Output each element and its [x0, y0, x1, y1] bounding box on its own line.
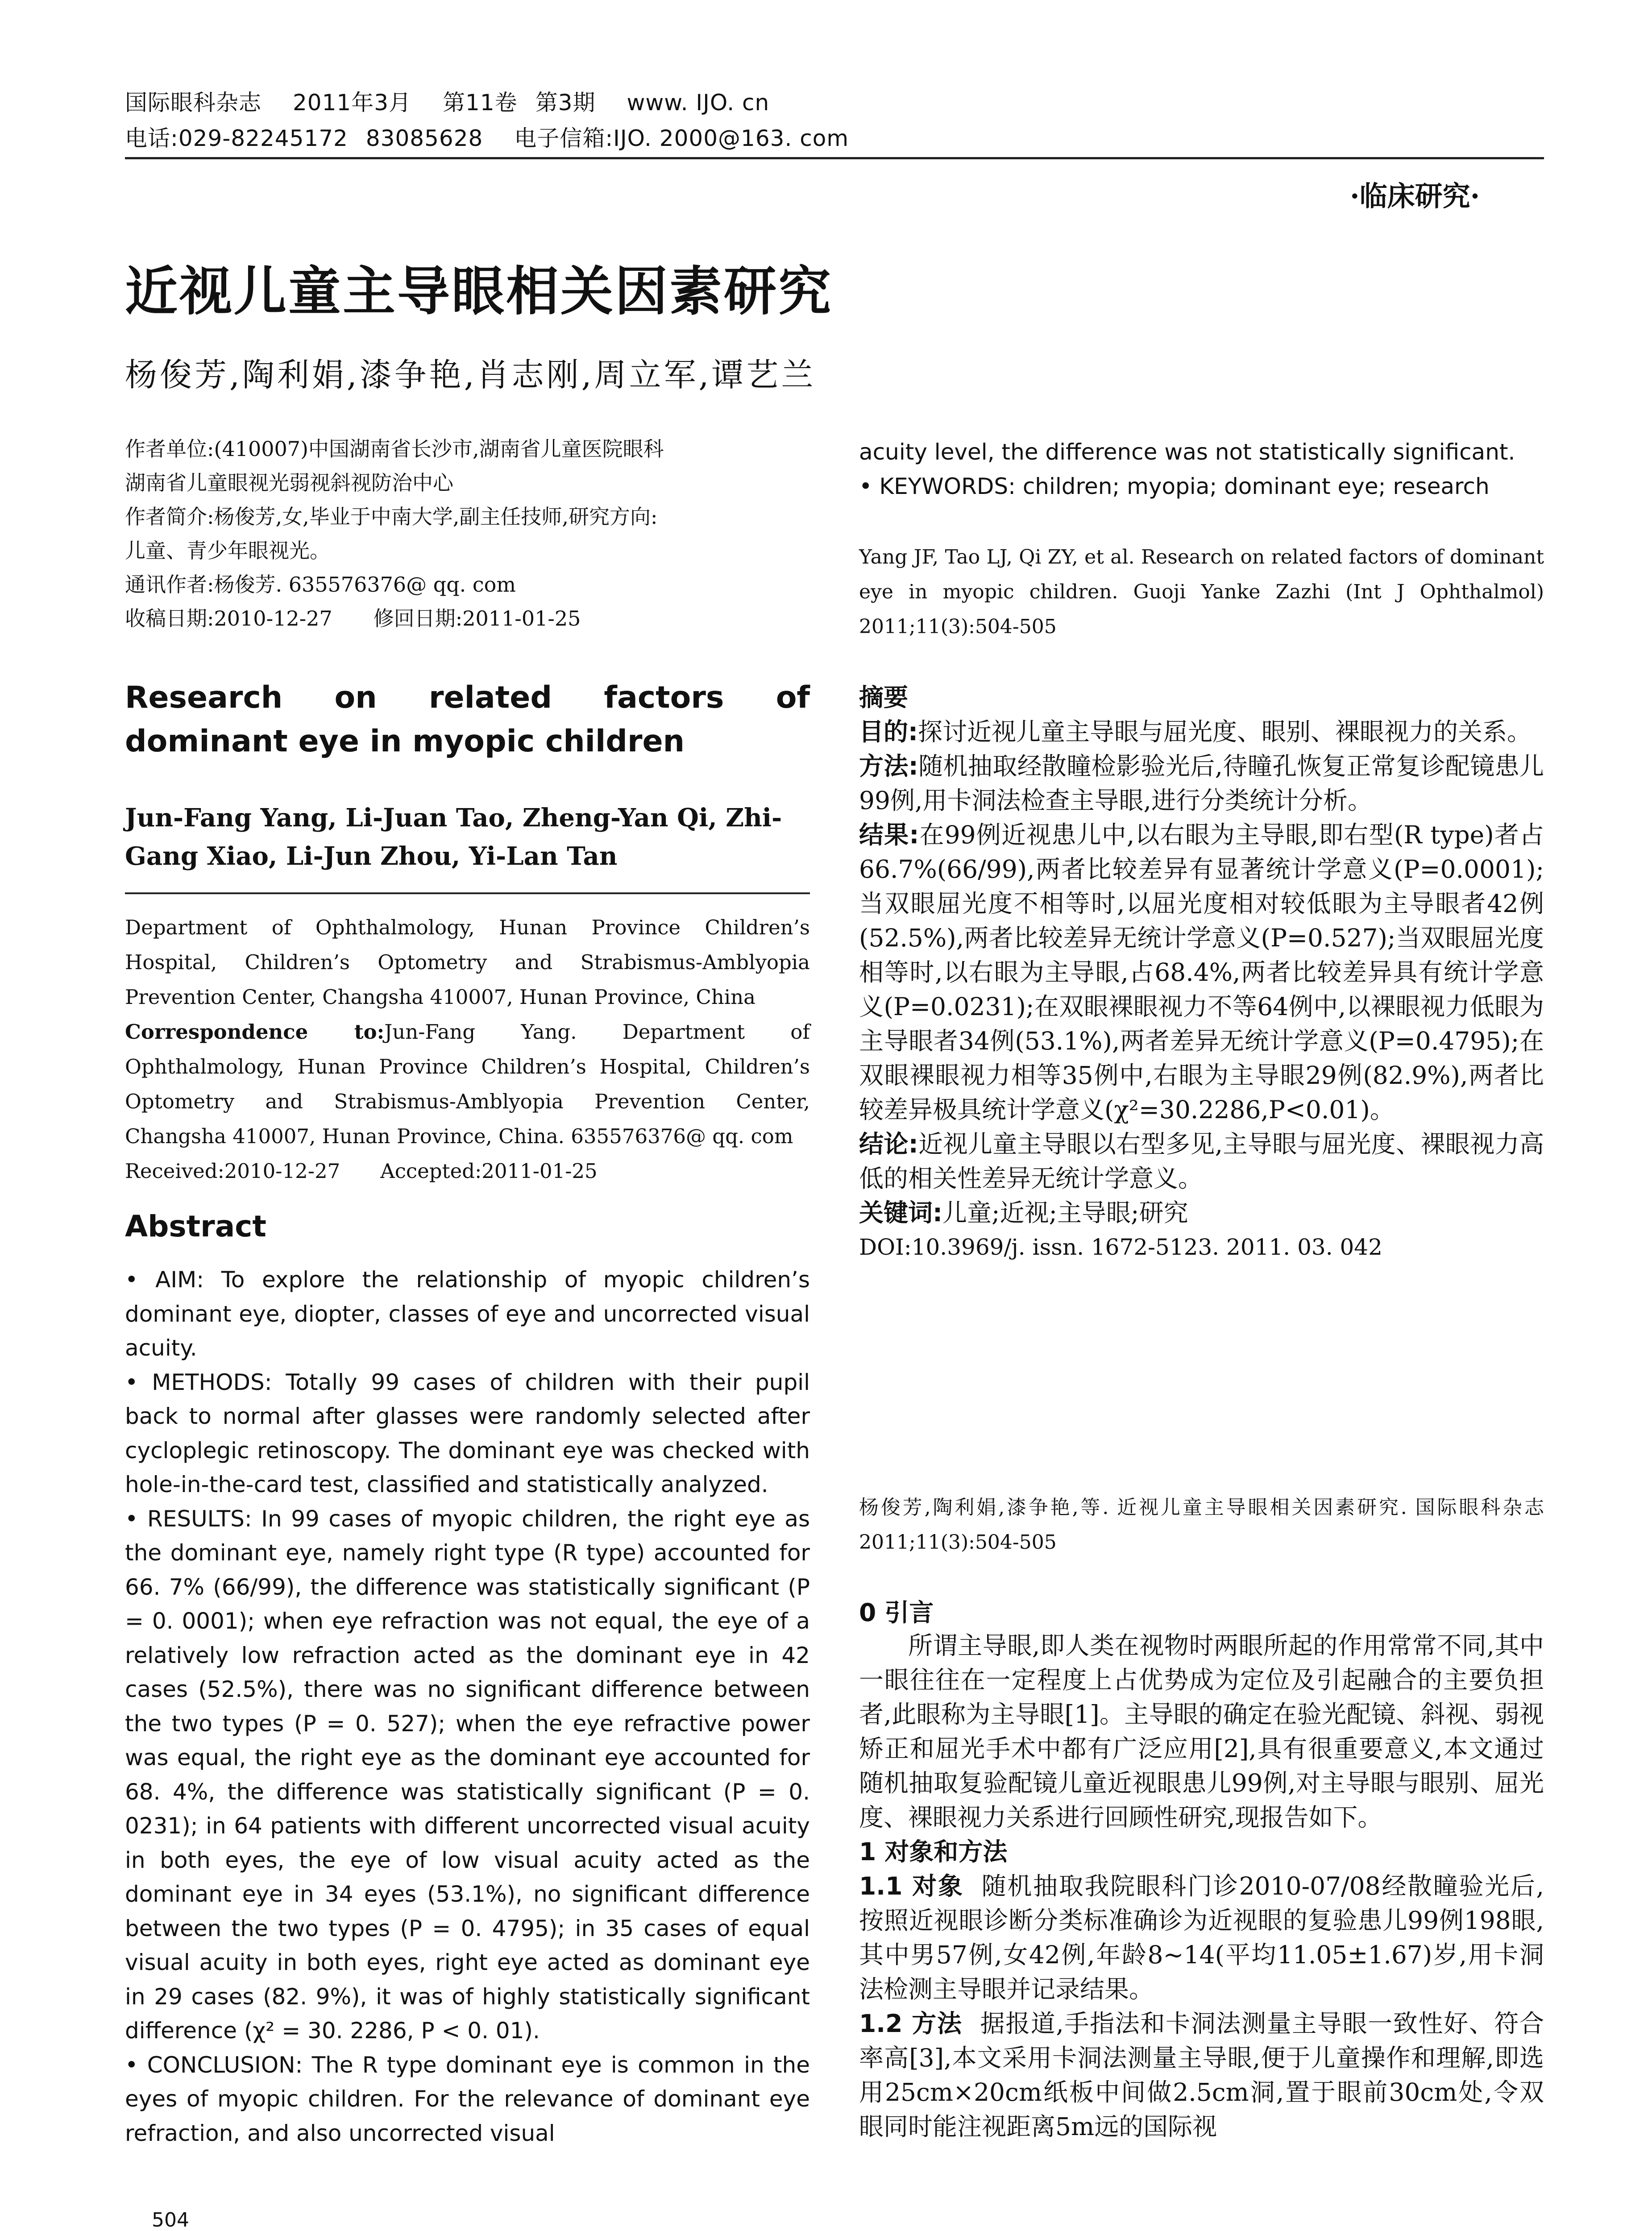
email-link[interactable]: 电子信箱:IJO. 2000@163. com [514, 125, 849, 151]
methods-label: 方法: [859, 752, 918, 780]
running-header-line1 [125, 84, 801, 121]
keywords-label: 关键词: [859, 1198, 942, 1227]
abstract-cn-heading: 摘要 [859, 683, 909, 712]
abstract-keywords: • KEYWORDS: children; myopia; dominant eye; research [859, 473, 1490, 499]
author-bio: 作者简介:杨俊芳,女,毕业于中南大学,副主任技师,研究方向: [125, 505, 658, 529]
aim-label: 目的: [859, 717, 918, 746]
page-number: 504 [152, 2209, 189, 2231]
intro-text: 所谓主导眼,即人类在视物时两眼所起的作用常常不同,其中一眼往往在一定程度上占优势成为定位及引起融合的主要负担者,此眼称为主导眼[1]。主导眼的确定在验光配镜、斜视、弱视矫正和屈光手术中都有广泛应用[2],具有很重要意义,本文通过随机抽取复验配镜儿童近视眼患儿99例,对主导眼与眼别、屈光度、裸眼视力关系进行回顾性研究,现报告如下。 [859, 1631, 1544, 1832]
phone: 电话:029-82245172 [125, 125, 348, 151]
aim-text: 探讨近视儿童主导眼与屈光度、眼别、裸眼视力的关系。 [918, 717, 1532, 746]
journal-name: 国际眼科杂志 [125, 90, 261, 116]
subjects-paragraph [859, 1869, 1544, 2007]
abstract-cn-conclusion [859, 1127, 1544, 1196]
method-label: 1.2 方法 [859, 2009, 963, 2038]
authors-cn: 杨俊芳,陶利娟,漆争艳,肖志刚,周立军,谭艺兰 [125, 356, 816, 394]
doi: DOI:10.3969/j. issn. 1672-5123. 2011. 03. 042 [859, 1234, 1382, 1260]
abstract-conclusion-cont: acuity level, the difference was not statistically significant. [859, 439, 1515, 465]
method-text: 据报道,手指法和卡洞法测量主导眼一致性好、符合率高[3],本文采用卡洞法测量主导眼,便于儿童操作和理解,即选用25cm×20cm纸板中间做2.5cm洞,置于眼前30cm处,令双眼同时能注视距离5m远的国际视 [859, 2009, 1544, 2141]
abstract-results: • RESULTS: In 99 cases of myopic children, the right eye as the dominant eye, namely right type (R type) accounted for 66. 7% (66/99), the difference was statistically significant (P = 0. 0001); when eye refraction was not equal, the eye of a relatively low refraction acted as the dominant eye in 42 cases (52.5%), there was no significant difference between the two types (P = 0. 527); when the eye refractive power was equal, the right eye as the dominant eye accounted for 68. 4%, the difference was statistically significant (P = 0. 0231); in 64 patients with different uncorrected visual acuity in both eyes, the eye of low visual acuity acted as the dominant eye in 34 eyes (53.1%), no significant difference between the two types (P = 0. 4795); in 35 cases of equal visual acuity in both eyes, right eye acted as dominant eye in 29 cases (82. 9%), it was of highly statistically significant difference (χ² = 30. 2286, P < 0. 01). [125, 1505, 810, 2044]
methods-text: 随机抽取经散瞳检影验光后,待瞳孔恢复正常复诊配镜患儿99例,用卡洞法检查主导眼,进行分类统计分析。 [859, 752, 1544, 815]
abstract-heading: Abstract [125, 1209, 266, 1244]
author-info [125, 432, 810, 635]
citation-en: Yang JF, Tao LJ, Qi ZY, et al. Research on related factors of dominant eye in myopic children. Guoji Yanke Zazhi (Int J Ophthalmol) 2011;11(3):504-505 [859, 546, 1544, 638]
affiliation-rule [125, 892, 810, 894]
affiliation-block [125, 910, 810, 1189]
abstract-body [125, 1263, 810, 2150]
methods-heading: 1 对象和方法 [859, 1837, 1008, 1866]
english-title: Research on related factors of dominant eye in myopic children [125, 680, 810, 759]
abstract-cn-aim [859, 715, 1544, 749]
section-tag: ·临床研究· [1350, 180, 1480, 212]
received-dates-cn: 收稿日期:2010-12-27 修回日期:2011-01-25 [125, 606, 581, 630]
abstract-aim: • AIM: To explore the relationship of myopic children’s dominant eye, diopter, classes of eye and uncorrected visual acuity. [125, 1267, 810, 1361]
keywords-text: 儿童;近视;主导眼;研究 [942, 1198, 1188, 1227]
correspondence-label: Correspondence to: [125, 1020, 385, 1044]
correspondence [125, 1015, 810, 1154]
intro-section [859, 1629, 1544, 2144]
website-link[interactable]: www. IJO. cn [627, 90, 770, 116]
abstract-conclusion: • CONCLUSION: The R type dominant eye is common in the eyes of myopic children. For the relevance of dominant eye refraction, and also uncorrected visual [125, 2052, 810, 2146]
abstract-cn-results [859, 818, 1544, 1127]
conclusion-text: 近视儿童主导眼以右型多见,主导眼与屈光度、裸眼视力高低的相关性差异无统计学意义。 [859, 1130, 1544, 1193]
corresponding-author: 通讯作者:杨俊芳. 635576376@ qq. com [125, 572, 516, 597]
subjects-label: 1.1 对象 [859, 1872, 964, 1900]
results-label: 结果: [859, 821, 919, 849]
affiliation-en: Department of Ophthalmology, Hunan Province Children’s Hospital, Children’s Optometry and Strabismus-Amblyopia Prevention Center, Changsha 410007, Hunan Province, China [125, 916, 810, 1009]
author-unit: 作者单位:(410007)中国湖南省长沙市,湖南省儿童医院眼科 [125, 437, 664, 461]
abstract-continued [859, 435, 1544, 503]
header-rule [125, 157, 1544, 159]
abstract-cn [859, 680, 1544, 1265]
volume: 第11卷 [443, 90, 518, 116]
received-en: Received:2010-12-27 Accepted:2011-01-25 [125, 1159, 598, 1183]
abstract-cn-methods [859, 749, 1544, 818]
author-bio-2: 儿童、青少年眼视光。 [125, 539, 330, 563]
citation-cn: 杨俊芳,陶利娟,漆争艳,等. 近视儿童主导眼相关因素研究. 国际眼科杂志 2011;11(3):504-505 [859, 1496, 1544, 1554]
issue-date: 2011年3月 [293, 90, 412, 116]
author-unit-2: 湖南省儿童眼视光弱视斜视防治中心 [125, 471, 453, 495]
page-title: 近视儿童主导眼相关因素研究 [125, 261, 833, 322]
abstract-cn-keywords [859, 1196, 1544, 1230]
phone2: 83085628 [365, 125, 483, 151]
method-paragraph [859, 2007, 1544, 2144]
running-header-line2 [125, 120, 880, 157]
issue-number: 第3期 [535, 90, 596, 116]
english-authors: Jun-Fang Yang, Li-Juan Tao, Zheng-Yan Qi, Zhi-Gang Xiao, Li-Jun Zhou, Yi-Lan Tan [125, 803, 782, 871]
subjects-text: 随机抽取我院眼科门诊2010-07/08经散瞳验光后,按照近视眼诊断分类标准确诊为近视眼的复验患儿99例198眼,其中男57例,女42例,年龄8~14(平均11.05±1.67)岁,用卡洞法检测主导眼并记录结果。 [859, 1872, 1544, 2003]
correspondence-text: Jun-Fang Yang. Department of Ophthalmology, Hunan Province Children’s Hospital, Children’s Optometry and Strabismus-Amblyopia Prevention Center, Changsha 410007, Hunan Province, China. 635576376@ qq. com [125, 1020, 810, 1148]
results-text: 在99例近视患儿中,以右眼为主导眼,即右型(R type)者占66.7%(66/99),两者比较差异有显著统计学意义(P=0.0001);当双眼屈光度不相等时,以屈光度相对较低眼为主导眼者42例(52.5%),两者比较差异无统计学意义(P=0.527);当双眼屈光度相等时,以右眼为主导眼,占68.4%,两者比较差异具有统计学意义(P=0.0231);在双眼裸眼视力不等64例中,以裸眼视力低眼为主导眼者34例(53.1%),两者差异无统计学意义(P=0.4795);在双眼裸眼视力相等35例中,右眼为主导眼29例(82.9%),两者比较差异极具统计学意义(χ²=30.2286,P<0.01)。 [859, 821, 1544, 1124]
intro-heading: 0 引言 [859, 1598, 934, 1627]
abstract-methods: • METHODS: Totally 99 cases of children with their pupil back to normal after glasses were randomly selected after cycloplegic retinoscopy. The dominant eye was checked with hole-in-the-card test, classified and statistically analyzed. [125, 1369, 810, 1497]
conclusion-label: 结论: [859, 1130, 918, 1158]
